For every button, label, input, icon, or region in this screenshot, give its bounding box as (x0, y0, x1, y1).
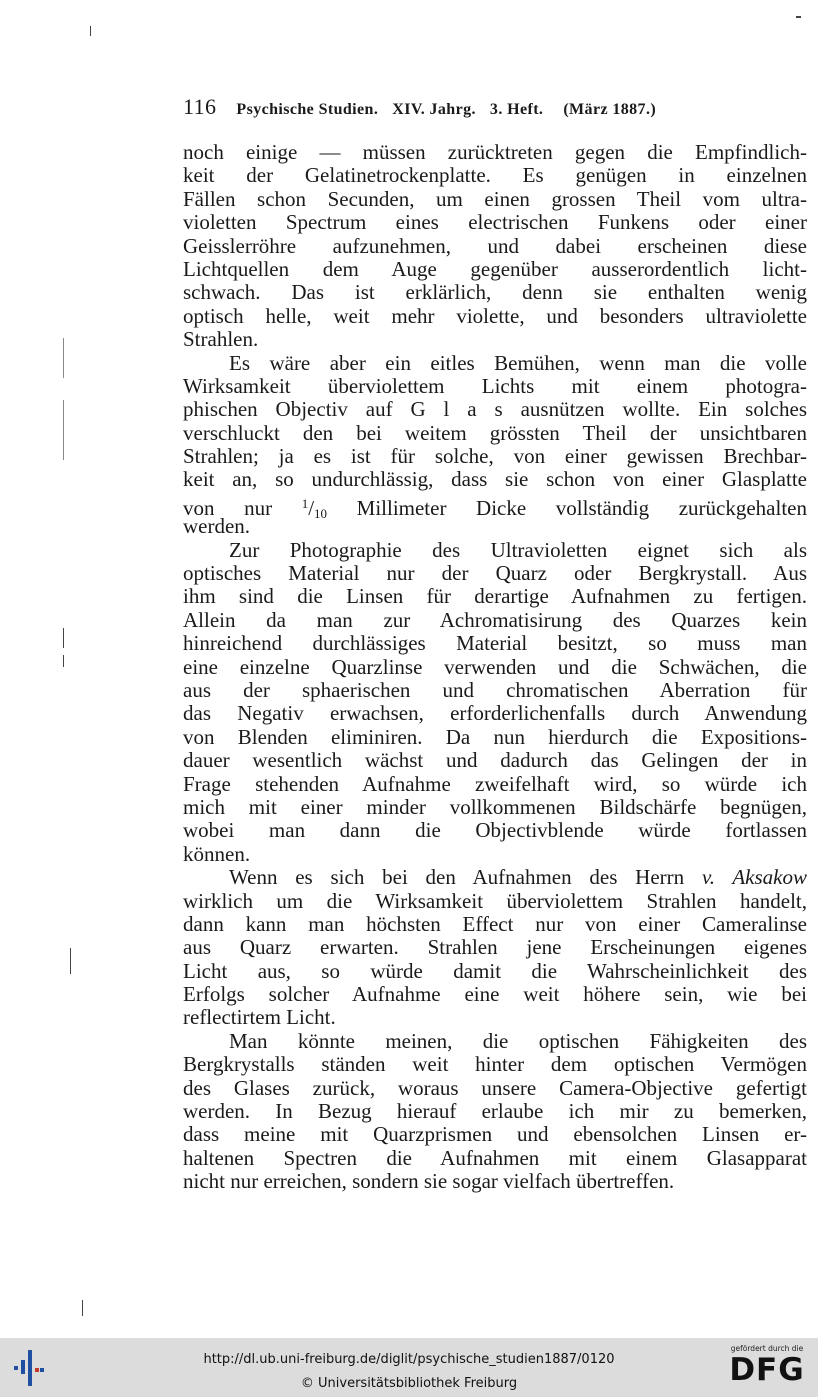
text-line: Geisslerröhre aufzunehmen, und dabei erscheinen diese (183, 233, 807, 258)
text-line: Lichtquellen dem Auge gegenüber ausserordentlich licht- (183, 256, 807, 281)
text-line: Strahlen; ja es ist für solche, von einer gewissen Brechbar- (183, 444, 807, 469)
journal-title: Psychische Studien. (236, 101, 379, 118)
text-line: Fällen schon Secunden, um einen grossen Theil vom ultra- (183, 186, 807, 211)
text-line: haltenen Spectren die Aufnahmen mit einem Glasapparat (183, 1145, 807, 1170)
text-line: wirklich um die Wirksamkeit überviolettem Strahlen handelt, (183, 888, 807, 913)
paragraph (183, 352, 807, 539)
footer-bar (0, 1338, 818, 1397)
text-line: hinreichend durchlässiges Material besitzt, so muss man (183, 631, 807, 656)
text-line: Allein da man zur Achromatisirung des Quarzes kein (183, 607, 807, 632)
text-line: dass meine mit Quarzprismen und ebensolchen Linsen er- (183, 1122, 807, 1147)
text-line: Strahlen. (183, 327, 259, 352)
text-line: dauer wesentlich wächst und dadurch das Gelingen der in (183, 748, 807, 773)
text-line: des Glases zurück, woraus unsere Camera-Objective gefertigt (183, 1075, 807, 1100)
text-line: noch einige — müssen zurücktreten gegen die Empfindlich- (183, 140, 807, 164)
text-line: Licht aus, so würde damit die Wahrscheinlichkeit des (183, 958, 807, 983)
text-line: keit an, so undurchlässig, dass sie schon von einer Glasplatte (183, 467, 807, 492)
text-line: das Negativ erwachsen, erforderlichenfalls durch Anwendung (183, 701, 807, 726)
text-line: werden. In Bezug hierauf erlaube ich mir zu bemerken, (183, 1099, 807, 1124)
text-line: Wirksamkeit überviolettem Lichts mit einem photogra- (183, 373, 807, 398)
dfg-wordmark: DFG (729, 1352, 805, 1388)
paragraph (183, 866, 807, 1030)
text-line: violetten Spectrum eines electrischen Funkens oder einer (183, 210, 807, 235)
volume-label: XIV. Jahrg. (392, 101, 476, 118)
text-line: von nur $^1/_{10}$ Millimeter Dicke vollständig zurückgehalten (183, 495, 807, 521)
text-line: reflectirtem Licht. (183, 1005, 336, 1030)
scan-margin-mark (63, 338, 64, 378)
text-line: schwach. Das ist erklärlich, denn sie enthalten wenig (183, 280, 807, 305)
text-line: werden. (183, 514, 251, 539)
text-line: phischen Objectiv auf G l a s ausnützen wollte. Ein solches (183, 397, 807, 422)
text-line: keit der Gelatinetrockenplatte. Es genügen in einzelnen (183, 163, 807, 188)
permalink-url[interactable]: http://dl.ub.uni-freiburg.de/diglit/psychische_studien1887/0120 (203, 1352, 615, 1367)
text-line: aus der sphaerischen und chromatischen Aberration für (183, 677, 807, 702)
text-line: Erfolgs solcher Aufnahme eine weit höhere sein, wie bei (183, 982, 807, 1007)
text-line: nicht nur erreichen, sondern sie sogar vielfach übertreffen. (183, 1169, 675, 1194)
text-line: Es wäre aber ein eitles Bemühen, wenn man die volle (229, 350, 807, 375)
scan-margin-mark (63, 628, 64, 648)
paragraph (183, 141, 807, 352)
issue-date: (März 1887.) (563, 101, 657, 118)
text-line: dann kann man höchsten Effect nur von einer Cameralinse (183, 911, 807, 936)
text-line: Bergkrystalls ständen weit hinter dem optischen Vermögen (183, 1052, 807, 1077)
author-name: v. Aksakow (701, 865, 807, 890)
scan-margin-mark (82, 1300, 83, 1316)
issue-label: 3. Heft. (489, 101, 544, 118)
text-line: mich mit einer minder vollkommenen Bildschärfe begnügen, (183, 794, 807, 819)
text-line: Zur Photographie des Ultravioletten eignet sich als (229, 537, 807, 562)
text-line: Wenn es sich bei den Aufnahmen des Herrn v. Aksakow (229, 865, 807, 890)
text-line: ihm sind die Linsen für derartige Aufnahmen zu fertigen. (183, 584, 807, 609)
text-line: von Blenden eliminiren. Da nun hierdurch die Expositions- (183, 724, 807, 749)
scan-margin-mark (63, 655, 64, 667)
scan-margin-mark (70, 948, 71, 974)
text-line: optisch helle, weit mehr violette, und besonders ultraviolette (183, 303, 807, 328)
running-header (183, 94, 778, 122)
paragraph (183, 1030, 807, 1194)
dfg-logo (722, 1344, 812, 1392)
text-line: optisches Material nur der Quarz oder Bergkrystall. Aus (183, 561, 807, 586)
scan-margin-mark (90, 26, 91, 36)
copyright-notice: © Universitätsbibliothek Freiburg (300, 1376, 518, 1391)
scan-margin-mark (796, 16, 801, 18)
text-line: Frage stehenden Aufnahme zweifelhaft wird, so würde ich (183, 771, 807, 796)
text-line: verschluckt den bei weitem grössten Theil der unsichtbaren (183, 420, 807, 445)
text-line: eine einzelne Quarzlinse verwenden und die Schwächen, die (183, 654, 807, 679)
text-line: wobei man dann die Objectivblende würde fortlassen (183, 818, 807, 843)
dfg-funding-text: gefördert durch die (730, 1344, 804, 1353)
article-body (183, 141, 807, 1194)
fraction: $^1/_{10}$ (301, 495, 328, 521)
scan-margin-mark (63, 400, 64, 460)
paragraph (183, 539, 807, 866)
text-line: Man könnte meinen, die optischen Fähigkeiten des (229, 1028, 807, 1053)
text-line: aus Quarz erwarten. Strahlen jene Erscheinungen eigenes (183, 935, 807, 960)
text-line: können. (183, 841, 251, 866)
page-number: 116 (183, 94, 217, 119)
